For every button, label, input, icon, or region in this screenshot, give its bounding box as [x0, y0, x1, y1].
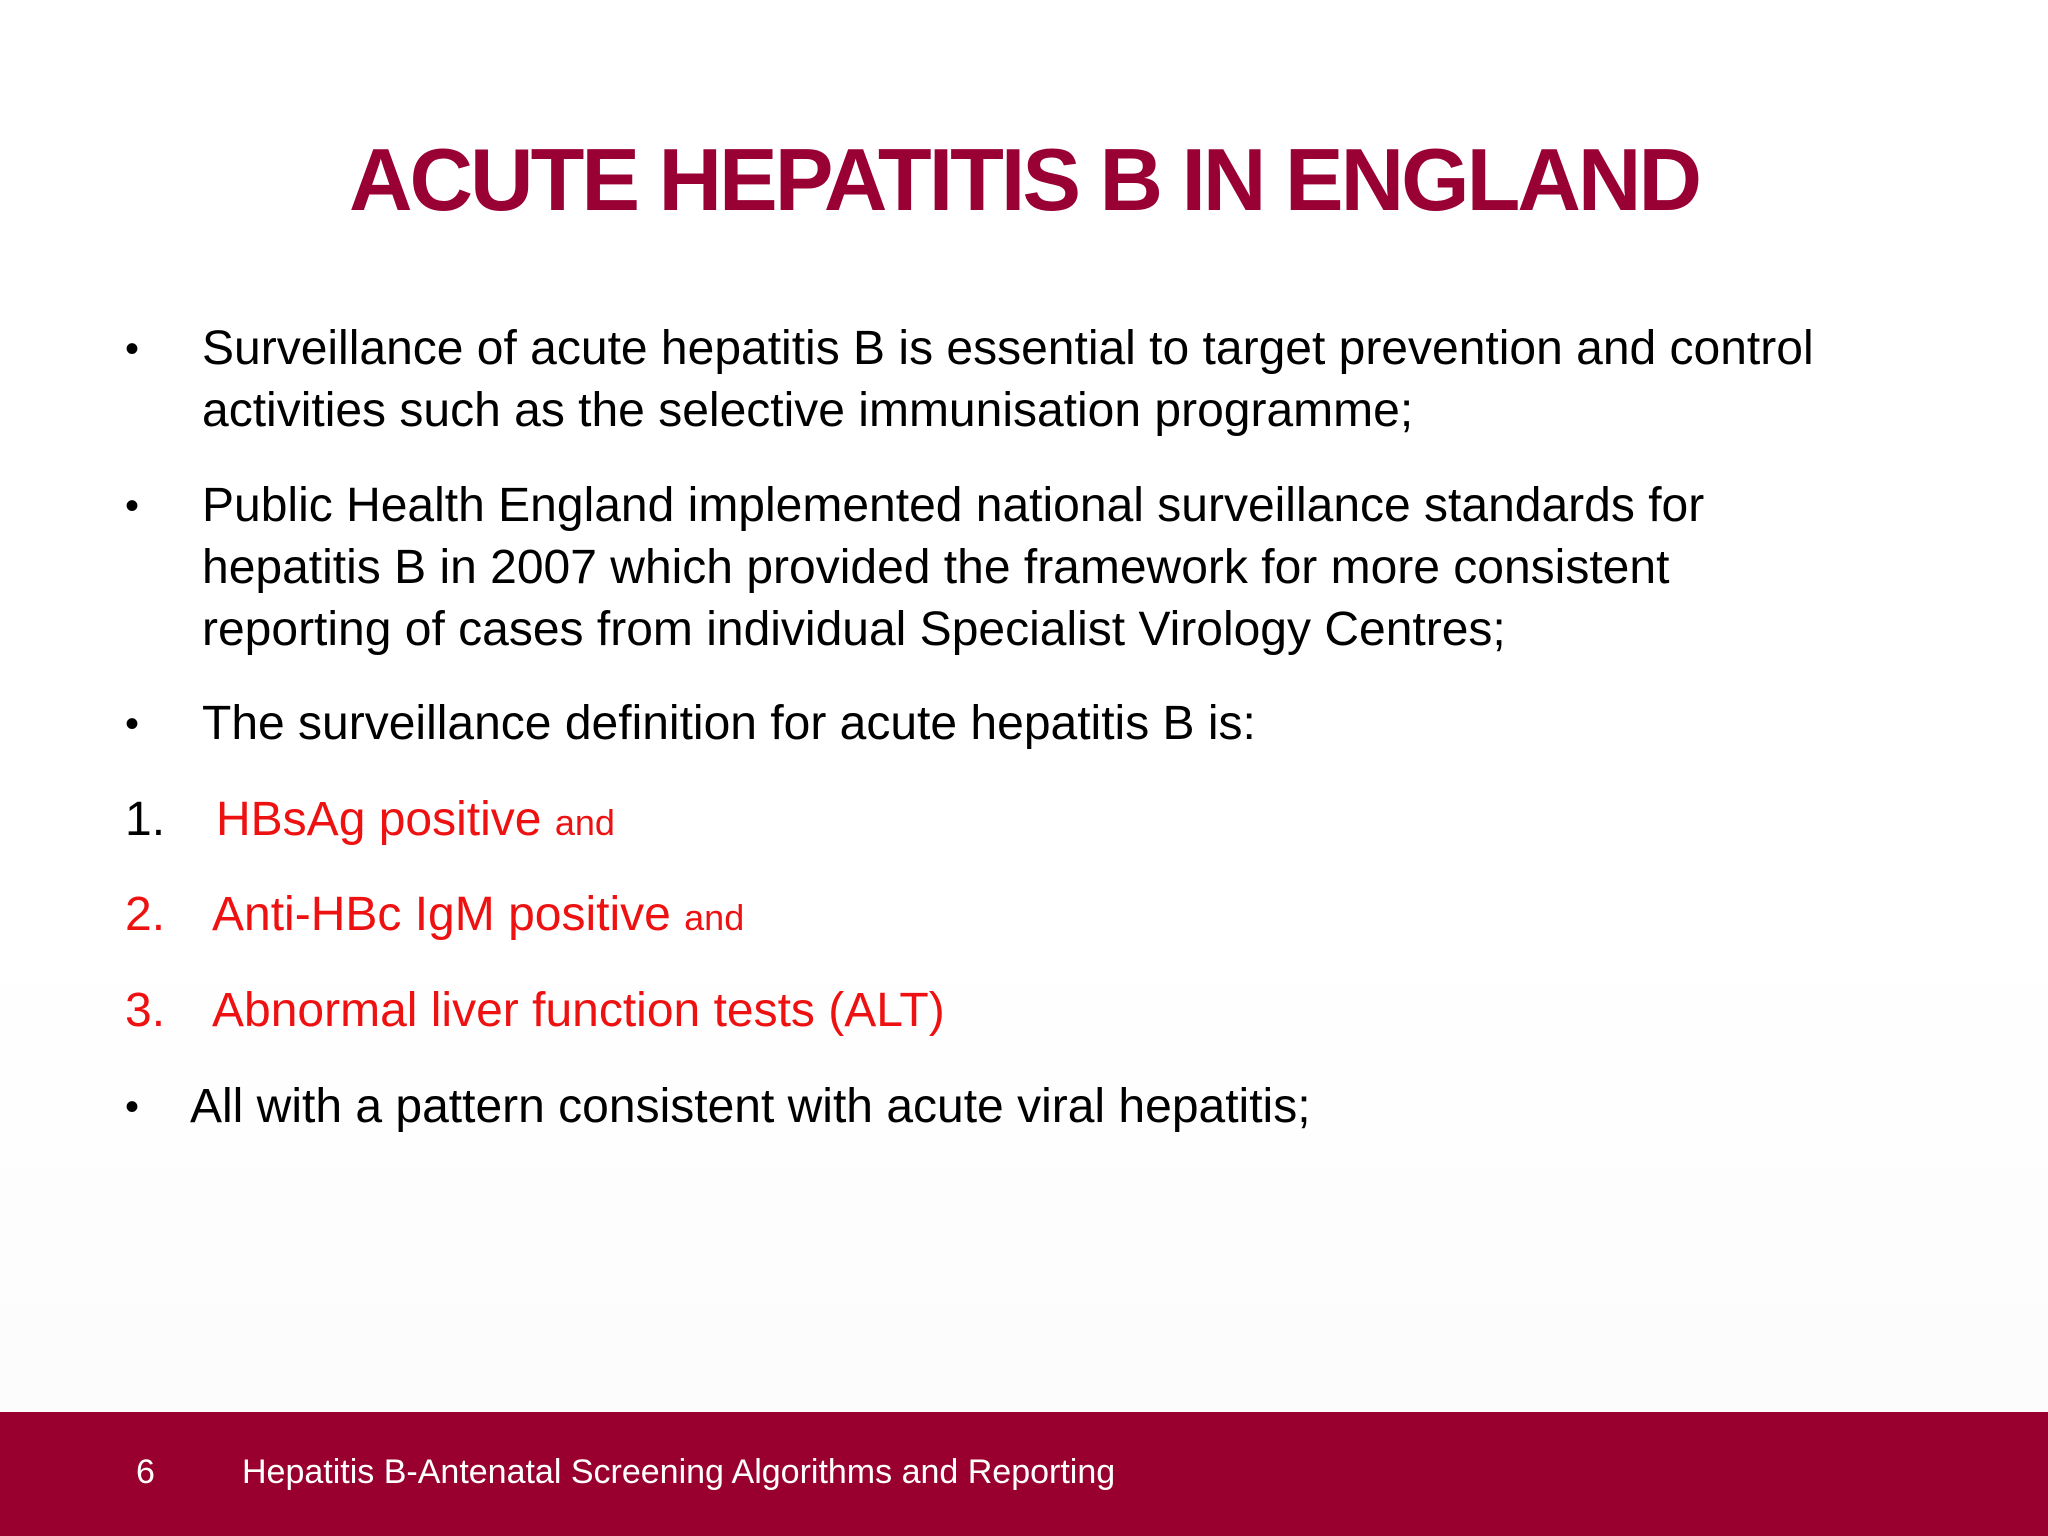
bullet-text: All with a pattern consistent with acute viral hepatitis;: [190, 1080, 1311, 1133]
criterion-label: Anti-HBc IgM positive: [212, 888, 671, 941]
bullet-marker: •: [125, 702, 140, 746]
criterion-label: HBsAg positive: [216, 793, 542, 846]
criterion-text: [212, 980, 945, 1042]
criterion-suffix: and: [554, 802, 615, 843]
bullet-marker: •: [125, 327, 140, 371]
bullet-line: Public Health England implemented national surveillance standards for: [202, 479, 1705, 532]
bullet-line: hepatitis B in 2007 which provided the framework for more consistent: [202, 541, 1670, 594]
bullet-marker: •: [125, 1085, 140, 1129]
bullet-line: reporting of cases from individual Specialist Virology Centres;: [202, 603, 1506, 656]
bullet-line: Surveillance of acute hepatitis B is essential to target prevention and control: [202, 322, 1814, 375]
slide-number: 6: [136, 1453, 155, 1491]
bullet-line: The surveillance definition for acute hepatitis B is:: [202, 697, 1256, 750]
footer-bar: [0, 1412, 2048, 1536]
criterion-text: [212, 884, 744, 949]
criterion-text: [216, 789, 615, 854]
criterion-number: 1.: [125, 793, 166, 846]
criterion-number: 2.: [125, 888, 166, 941]
criterion-suffix: and: [684, 897, 745, 938]
bullet-line: activities such as the selective immunisation programme;: [202, 384, 1414, 437]
slide-title: ACUTE HEPATITIS B IN ENGLAND: [348, 130, 1700, 229]
bullet-text: [202, 318, 1962, 442]
criterion-number: 3.: [125, 984, 166, 1037]
criterion-label: Abnormal liver function tests (ALT): [212, 984, 945, 1037]
bullet-text: [202, 475, 1962, 661]
footer-title: Hepatitis B-Antenatal Screening Algorithms and Reporting: [242, 1453, 1116, 1491]
bullet-marker: •: [125, 484, 140, 528]
bullet-text: [202, 693, 1962, 755]
